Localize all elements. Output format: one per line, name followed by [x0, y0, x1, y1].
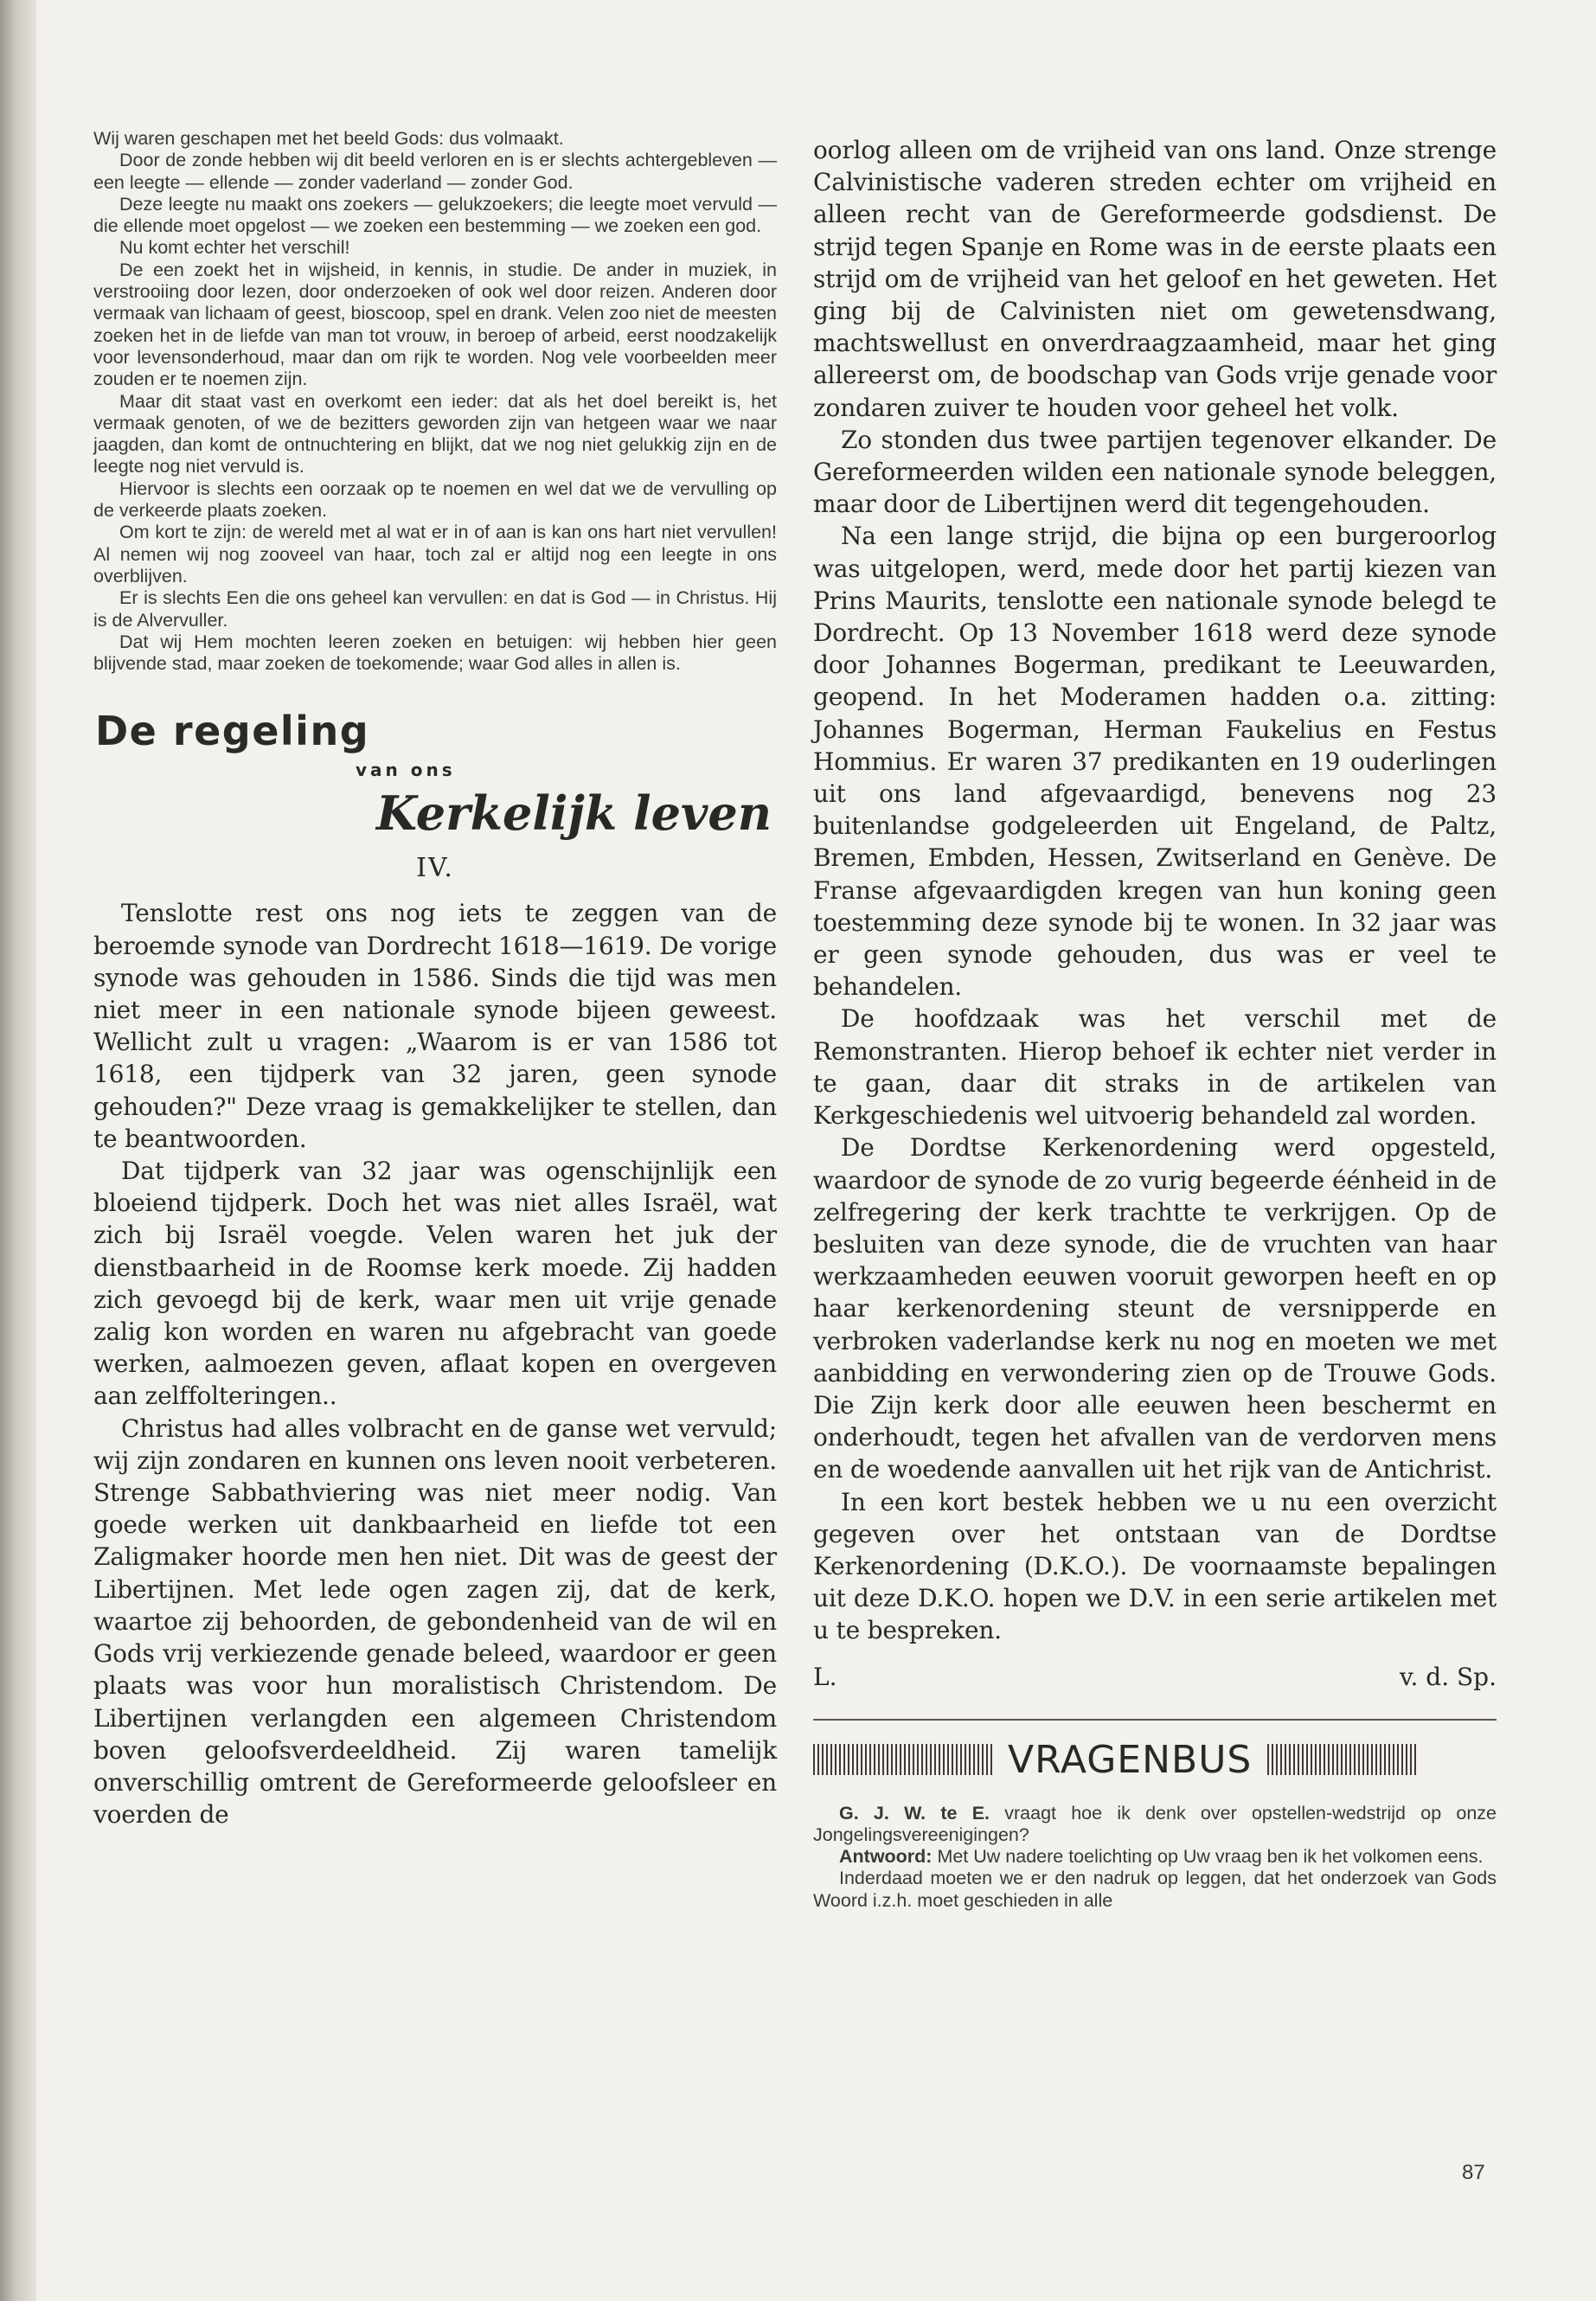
vragenbus-header [813, 1738, 1497, 1782]
paragraph: Nu komt echter het verschil! [119, 237, 350, 259]
article-signature [813, 1663, 1497, 1691]
signature-initial: L. [813, 1662, 837, 1691]
hatch-ornament-right [1267, 1744, 1419, 1775]
vragenbus-followup: Inderdaad moeten we er den nadruk op leggen, dat het onderzoek van Gods Woord i.z.h. moet geschieden in alle [813, 1868, 1497, 1911]
paragraph: De een zoekt het in wijsheid, in kennis, in studie. De ander in muziek, in verstrooiing door lezen, door onderzoeken of ook wel door reizen. Anderen door vermaak van lichaam of geest, bioscoop, spel en drank. Velen zoo niet de meesten zoeken het in de liefde van man tot vrouw, in beroep of arbeid, eerst noodzakelijk voor levensonderhoud, maar dan om rijk te worden. Nog vele voorbeelden meer zouden er te noemen zijn. [93, 259, 777, 390]
paragraph: Door de zonde hebben wij dit beeld verloren en is er slechts achtergebleven — een leegte — ellende — zonder vaderland — zonder God. [93, 150, 777, 193]
paragraph: Tenslotte rest ons nog iets te zeggen van de beroemde synode van Dordrecht 1618—1619. De vorige synode was gehouden in 1586. Sinds die tijd was men niet meer in een nationale synode bijeen geweest. Wellicht zult u vragen: „Waarom is er van 1586 tot 1618, een tijdperk van 32 jaren, geen synode gehouden?" Deze vraag is gemakkelijker te stellen, dan te beantwoorden. [93, 899, 777, 1153]
article-title: De regeling [95, 708, 370, 755]
intro-text [93, 128, 777, 675]
paragraph: Zo stonden dus twee partijen tegenover elkander. De Gereformeerden wilden een nationale synode beleggen, maar door de Libertijnen werd dit tegengehouden. [813, 425, 1497, 519]
article-part-number: IV. [416, 853, 454, 884]
page-number: 87 [1462, 2161, 1485, 2184]
vragenbus-question [813, 1803, 1497, 1847]
vragenbus-answer [813, 1846, 1497, 1868]
paragraph: Er is slechts Een die ons geheel kan vervullen: en dat is God — in Christus. Hij is de Alvervuller. [93, 587, 777, 631]
paragraph: Deze leegte nu maakt ons zoekers — gelukzoekers; die leegte moet vervuld — die ellende moet opgelost — we zoeken een bestemming — we zoeken een god. [93, 193, 777, 237]
paragraph: Wij waren geschapen met het beeld Gods: dus volmaakt. [93, 128, 564, 149]
paragraph: oorlog alleen om de vrijheid van ons land. Onze strenge Calvinistische vaderen streden echter om vrijheid en alleen recht van de Gereformeerde godsdienst. De strijd tegen Spanje en Rome was in de eerste plaats een strijd om de vrijheid van het geloof en het geweten. Het ging bij de Calvinisten niet om gewetensdwang, machtswellust en onverdraagzaamheid, maar het ging allereerst om, de boodschap van Gods vrije genade voor zondaren zuiver te houden voor geheel het volk. [813, 136, 1497, 422]
paragraph: Om kort te zijn: de wereld met al wat er in of aan is kan ons hart niet vervullen! Al nemen wij nog zooveel van haar, toch zal er altijd nog een leegte in ons overblijven. [93, 522, 777, 586]
article-subtitle: van ons [356, 760, 456, 781]
article-body-right [813, 134, 1497, 1647]
vragenbus-title: VRAGENBUS [1008, 1737, 1253, 1782]
answer-label: Antwoord: [839, 1846, 933, 1868]
question-sender: G. J. W. te E. [839, 1802, 990, 1823]
left-column [93, 128, 777, 1830]
paragraph: In een kort bestek hebben we u nu een overzicht gegeven over het ontstaan van de Dordtse Kerkenordening (D.K.O.). De voornaamste bepalingen uit deze D.K.O. hopen we D.V. in een serie artikelen met u te bespreken. [813, 1487, 1497, 1645]
paragraph: Dat tijdperk van 32 jaar was ogenschijnlijk een bloeiend tijdperk. Doch het was niet alles Israël, wat zich bij Israël voegde. Velen waren het juk der dienstbaarheid in de Roomse kerk moede. Zij hadden zich gevoegd bij de kerk, waar men uit vrije genade zalig kon worden en waren nu afgebracht van goede werken, aalmoezen geven, aflaat kopen en overgeven aan zelffolteringen.. [93, 1157, 777, 1411]
paragraph: Hiervoor is slechts een oorzaak op te noemen en wel dat we de vervulling op de verkeerde plaats zoeken. [93, 478, 777, 522]
paragraph: De Dordtse Kerkenordening werd opgesteld, waardoor de synode de zo vurig begeerde éénheid in de zelfregering der kerk trachtte te verkrijgen. Op de besluiten van deze synode, die de vruchten van haar werkzaamheden eeuwen vooruit geworpen heeft en op haar kerkenordening steunt de versnipperde en verbroken vaderlandse kerk nu nog en moeten we met aanbidding en verwondering zien op de Trouwe Gods. Die Zijn kerk door alle eeuwen heen beschermt en onderhoudt, tegen het afvallen van de verdorven mens en de woedende aanvallen uit het rijk van de Antichrist. [813, 1133, 1497, 1484]
paragraph: Dat wij Hem mochten leeren zoeken en betuigen: wij hebben hier geen blijvende stad, maar zoeken de toekomende; waar God alles in allen is. [93, 631, 777, 675]
hatch-ornament-left [813, 1744, 992, 1775]
paragraph: De hoofdzaak was het verschil met de Remonstranten. Hierop behoef ik echter niet verder in te gaan, daar dit straks in de artikelen van Kerkgeschiedenis wel uitvoerig behandeld zal worden. [813, 1004, 1497, 1131]
paragraph: Na een lange strijd, die bijna op een burgeroorlog was uitgelopen, werd, mede door het partij kiezen van Prins Maurits, tenslotte een nationale synode belegd te Dordrecht. Op 13 November 1618 werd deze synode door Johannes Bogerman, predikant te Leeuwarden, geopend. In het Moderamen hadden o.a. zitting: Johannes Bogerman, Herman Faukelius en Festus Hommius. Er waren 37 predikanten en 19 ouderlingen uit ons land afgevaardigd, benevens nog 23 buitenlandse godgeleerden uit Engeland, de Paltz, Bremen, Embden, Hessen, Zwitserland en Genève. De Franse afgevaardigden kregen van hun koning geen toestemming deze synode bij te wonen. In 32 jaar was er geen synode gehouden, dus was er veel te behandelen. [813, 522, 1497, 1002]
article-body-left [93, 897, 777, 1830]
answer-text: Met Uw nadere toelichting op Uw vraag ben ik het volkomen eens. [932, 1846, 1484, 1868]
article-script-title: Kerkelijk leven [376, 785, 772, 842]
section-divider [813, 1719, 1497, 1721]
paragraph: Maar dit staat vast en overkomt een ieder: dat als het doel bereikt is, het vermaak genoten, of we de bezitters geworden zijn van hetgeen waar we naar jaagden, dan komt de ontnuchtering en blijkt, dat we nog niet gelukkig zijn en de leegte nog niet vervuld is. [93, 390, 777, 478]
question-text: vraagt hoe ik denk over opstellen-wedstrijd op onze Jongelingsvereenigingen? [813, 1802, 1497, 1845]
right-column [813, 134, 1497, 1912]
book-spine-shadow [0, 0, 36, 2301]
paragraph: Christus had alles volbracht en de ganse wet vervuld; wij zijn zondaren en kunnen ons leven nooit verbeteren. Strenge Sabbathviering was niet meer nodig. Van goede werken uit dankbaarheid en liefde tot een Zaligmaker hoorde men hen niet. Dit was de geest der Libertijnen. Met lede ogen zagen zij, dat de kerk, waartoe zij behoorden, de gebondenheid van de wil en Gods vrij verkiezende genade beleed, waardoor er geen plaats was voor hun moralistisch Christendom. De Libertijnen verlangden een algemeen Christendom boven geloofsverdeeldheid. Zij waren tamelijk onverschillig omtrent de Gereformeerde geloofsleer en voerden de [93, 1413, 777, 1830]
signature-author: v. d. Sp. [1399, 1662, 1497, 1691]
vragenbus-body [813, 1803, 1497, 1912]
